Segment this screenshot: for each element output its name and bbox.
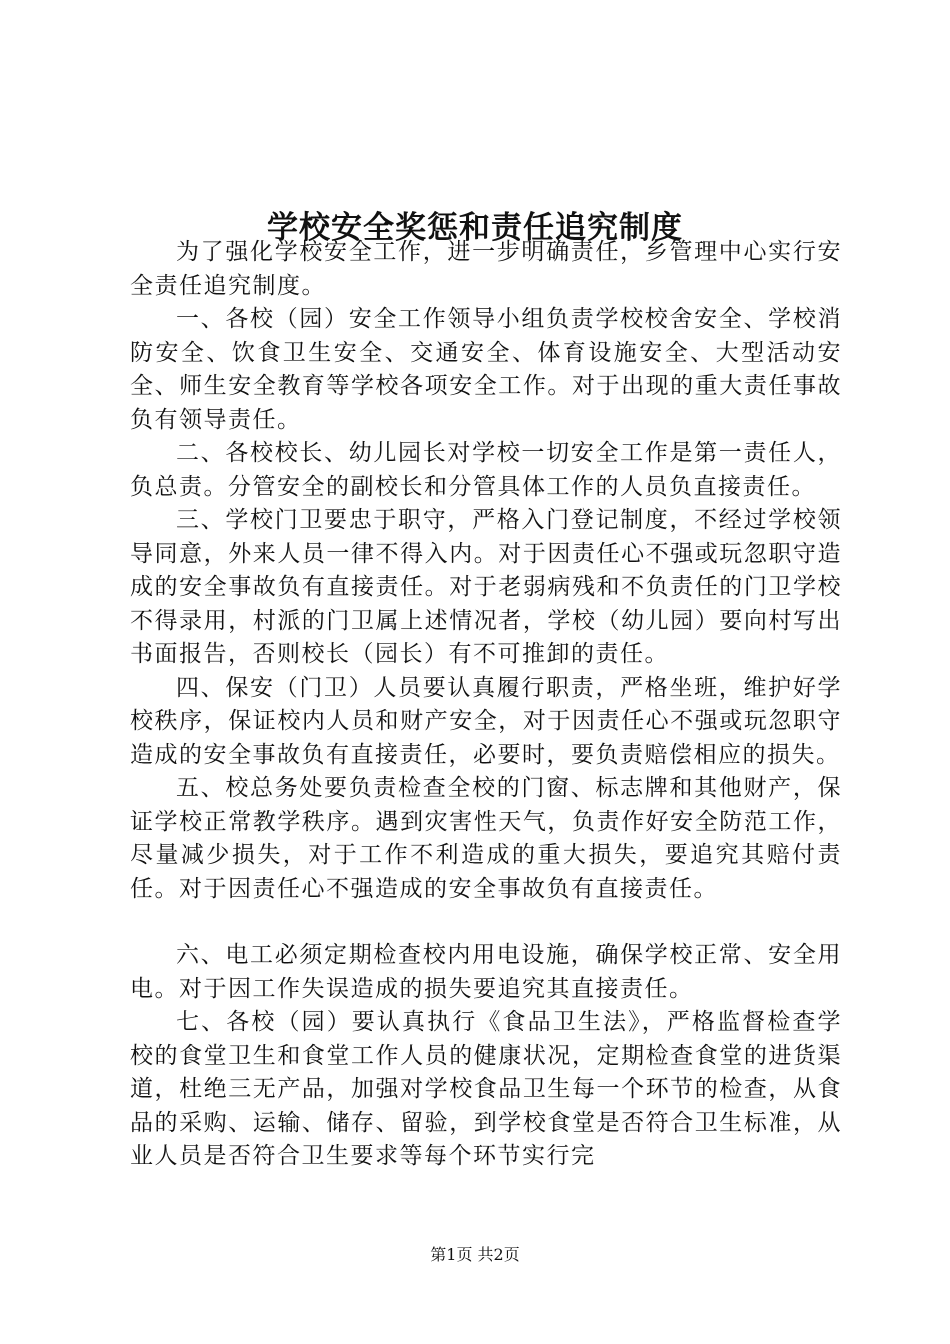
document-body <box>130 236 842 1174</box>
paragraph-clause-1: 一、各校（园）安全工作领导小组负责学校校舍安全、学校消防安全、饮食卫生安全、交通安全、体育设施安全、大型活动安全、师生安全教育等学校各项安全工作。对于出现的重大责任事故负有领导责任。 <box>130 306 842 433</box>
paragraph-intro: 为了强化学校安全工作，进一步明确责任，乡管理中心实行安全责任追究制度。 <box>130 239 842 299</box>
paragraph-clause-6: 六、电工必须定期检查校内用电设施，确保学校正常、安全用电。对于因工作失误造成的损失要追究其直接责任。 <box>130 942 842 1002</box>
paragraph-clause-2: 二、各校校长、幼儿园长对学校一切安全工作是第一责任人，负总责。分管安全的副校长和分管具体工作的人员负直接责任。 <box>130 440 842 500</box>
paragraph-clause-4: 四、保安（门卫）人员要认真履行职责，严格坐班，维护好学校秩序，保证校内人员和财产安全，对于因责任心不强或玩忽职守造成的安全事故负有直接责任，必要时，要负责赔偿相应的损失。 <box>130 674 842 768</box>
page-number-footer: 第1页 共2页 <box>430 1245 520 1264</box>
paragraph-clause-3: 三、学校门卫要忠于职守，严格入门登记制度，不经过学校领导同意，外来人员一律不得入内。对于因责任心不强或玩忽职守造成的安全事故负有直接责任。对于老弱病残和不负责任的门卫学校不得录用，村派的门卫属上述情况者，学校（幼儿园）要向村写出书面报告，否则校长（园长）有不可推卸的责任。 <box>130 507 842 667</box>
paragraph-clause-7: 七、各校（园）要认真执行《食品卫生法》，严格监督检查学校的食堂卫生和食堂工作人员的健康状况，定期检查食堂的进货渠道，杜绝三无产品，加强对学校食品卫生每一个环节的检查，从食品的采购、运输、储存、留验，到学校食堂是否符合卫生标准，从业人员是否符合卫生要求等每个环节实行完 <box>130 1009 842 1169</box>
paragraph-clause-5: 五、校总务处要负责检查全校的门窗、标志牌和其他财产，保证学校正常教学秩序。遇到灾害性天气，负责作好安全防范工作，尽量减少损失，对于工作不利造成的重大损失，要追究其赔付责任。对于因责任心不强造成的安全事故负有直接责任。 <box>130 775 842 902</box>
document-title: 学校安全奖惩和责任追究制度 <box>267 209 683 246</box>
